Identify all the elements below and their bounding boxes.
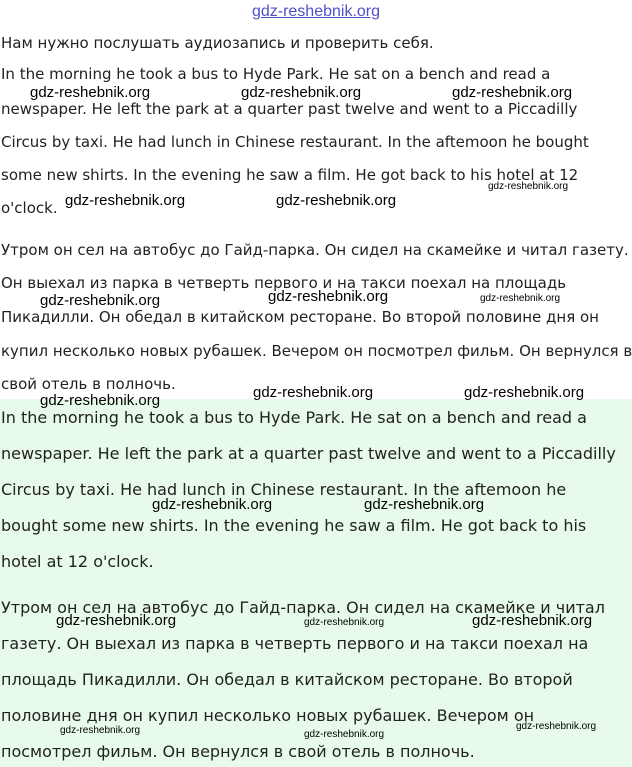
s1-ru-line-5: свой отель в полночь. [1,375,176,393]
watermark: gdz-reshebnik.org [488,181,569,192]
watermark: gdz-reshebnik.org [241,84,362,101]
watermark: gdz-reshebnik.org [480,293,561,304]
s2-ru-line-1: Утром он сел на автобус до Гайд-парка. Он сидел на скамейке и читал [1,598,605,617]
watermark: gdz-reshebnik.org [452,84,573,101]
s2-ru-line-2: газету. Он выехал из парка в четверть первого и на такси поехал на [1,634,589,653]
watermark: gdz-reshebnik.org [464,384,585,401]
s1-en-line-3: Circus by taxi. He had lunch in Chinese restaurant. In the aftemoon he bought [1,133,589,151]
s2-ru-line-3: площадь Пикадилли. Он обедал в китайском ресторане. Во второй [1,670,573,689]
s1-ru-line-1: Утром он сел на автобус до Гайд-парка. Он сидел на скамейке и читал газету. [1,241,629,259]
watermark: gdz-reshebnik.org [472,612,593,629]
s2-ru-line-5: посмотрел фильм. Он вернулся в свой отель в полночь. [1,742,475,761]
s1-en-line-2: newspaper. He left the park at a quarter past twelve and went to a Piccadilly [1,100,578,118]
watermark: gdz-reshebnik.org [40,292,161,309]
s1-en-line-5: o'clock. [1,199,58,217]
s1-en-line-4: some new shirts. In the evening he saw a film. He got back to his hotel at 12 [1,166,579,184]
watermark: gdz-reshebnik.org [65,192,186,209]
watermark: gdz-reshebnik.org [276,192,397,209]
s2-en-line-4: bought some new shirts. In the evening he saw a film. He got back to his [1,516,587,535]
s2-ru-line-4: половине дня он купил несколько новых рубашек. Вечером он [1,706,535,725]
watermark: gdz-reshebnik.org [40,392,161,409]
watermark: gdz-reshebnik.org [152,496,273,513]
s2-en-line-2: newspaper. He left the park at a quarter past twelve and went to a Piccadilly [1,444,616,463]
s2-en-line-5: hotel at 12 o'clock. [1,552,154,571]
watermark: gdz-reshebnik.org [268,288,389,305]
watermark: gdz-reshebnik.org [60,725,141,736]
s1-ru-line-3: Пикадилли. Он обедал в китайском ресторане. Во второй половине дня он [1,308,599,326]
watermark: gdz-reshebnik.org [516,721,597,732]
site-header-link[interactable]: gdz-reshebnik.org [251,3,381,20]
watermark: gdz-reshebnik.org [304,729,385,740]
intro-text: Нам нужно послушать аудиозапись и проверить себя. [1,34,434,52]
s1-ru-line-2: Он выехал из парка в четверть первого и на такси поехал на площадь [1,274,567,292]
watermark: gdz-reshebnik.org [56,612,177,629]
s1-en-line-1: In the morning he took a bus to Hyde Park. He sat on a bench and read a [1,65,551,83]
s2-en-line-1: In the morning he took a bus to Hyde Park. He sat on a bench and read a [1,408,587,427]
watermark: gdz-reshebnik.org [30,84,151,101]
watermark: gdz-reshebnik.org [253,384,374,401]
watermark: gdz-reshebnik.org [304,617,385,628]
watermark: gdz-reshebnik.org [364,496,485,513]
s1-ru-line-4: купил несколько новых рубашек. Вечером он посмотрел фильм. Он вернулся в [1,342,632,360]
s2-en-line-3: Circus by taxi. He had lunch in Chinese restaurant. In the aftemoon he [1,480,567,499]
